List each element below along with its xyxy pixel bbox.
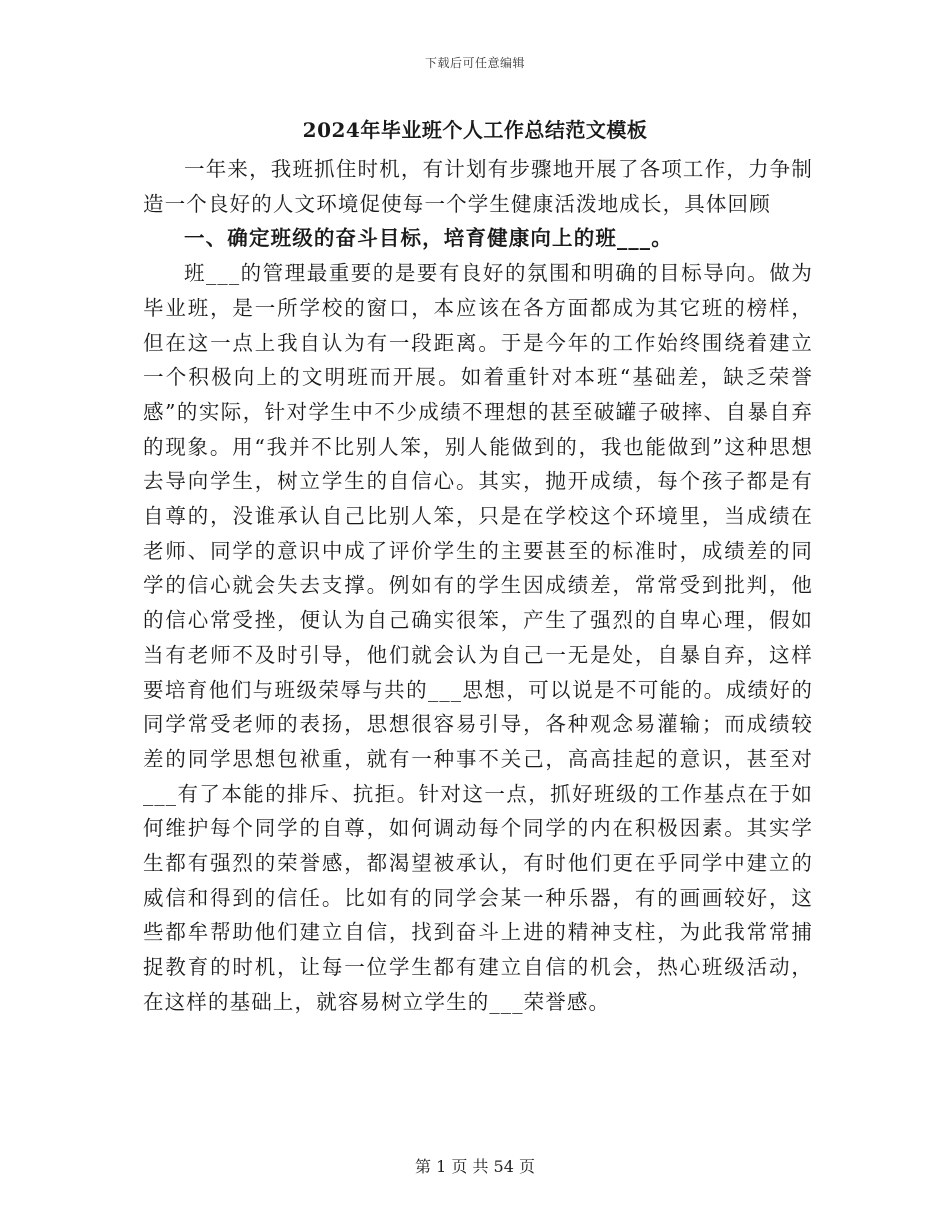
section-1-paragraph: 班___的管理最重要的是要有良好的氛围和明确的目标导向。做为毕业班，是一所学校的窗口，本应该在各方面都成为其它班的榜样，但在这一点上我自认为有一段距离。于是今年的工作始终围绕着建立一个积极向上的文明班而开展。如着重针对本班“基础差，缺乏荣誉感”的实际，针对学生中不少成绩不理想的甚至破罐子破摔、自暴自弃的现象。用“我并不比别人笨，别人能做到的，我也能做到”这种思想去导向学生，树立学生的自信心。其实，抛开成绩，每个孩子都是有自尊的，没谁承认自己比别人笨，只是在学校这个环境里，当成绩在老师、同学的意识中成了评价学生的主要甚至的标准时，成绩差的同学的信心就会失去支撑。例如有的学生因成绩差，常常受到批判，他的信心常受挫，便认为自己确实很笨，产生了强烈的自卑心理，假如当有老师不及时引导，他们就会认为自己一无是处，自暴自弃，这样要培育他们与班级荣辱与共的___思想，可以说是不可能的。成绩好的同学常受老师的表扬，思想很容易引导，各种观念易灌输；而成绩较差的同学思想包袱重，就有一种事不关己，高高挂起的意识，甚至对___有了本能的排斥、抗拒。针对这一点，抓好班级的工作基点在于如何维护每个同学的自尊，如何调动每个同学的内在积极因素。其实学生都有强烈的荣誉感，都渴望被承认，有时他们更在乎同学中建立的威信和得到的信任。比如有的同学会某一种乐器，有的画画较好，这些都牟帮助他们建立自信，找到奋斗上进的精神支柱，为此我常常捕捉教育的时机，让每一位学生都有建立自信的机会，热心班级活动，在这样的基础上，就容易树立学生的___荣誉感。 [143,261,813,1014]
section-heading-1: 一、确定班级的奋斗目标，培育健康向上的班___。 [184,226,673,251]
document-title: 2024年毕业班个人工作总结范文模板 [302,118,648,142]
document-body [143,152,813,1020]
page-number-footer: 第 1 页 共 54 页 [415,1157,535,1176]
header-note: 下载后可任意编辑 [424,56,525,70]
intro-paragraph: 一年来，我班抓住时机，有计划有步骤地开展了各项工作，力争制造一个良好的人文环境促使每一个学生健康活泼地成长，具体回顾 [143,157,813,216]
